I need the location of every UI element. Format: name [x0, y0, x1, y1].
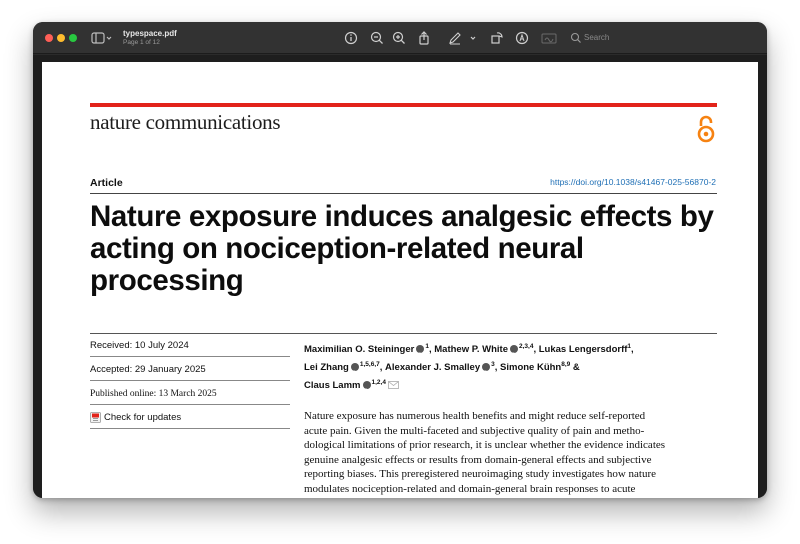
affiliation-sup: 3 [491, 361, 495, 368]
author-name: Maximilian O. Steininger [304, 344, 415, 355]
envelope-icon[interactable] [388, 379, 399, 387]
meta-rule [90, 333, 717, 334]
search-icon [570, 32, 582, 44]
pdf-viewer-window [33, 22, 767, 498]
share-icon[interactable] [416, 30, 432, 46]
pdf-page [42, 62, 758, 498]
orcid-icon[interactable] [351, 363, 359, 371]
check-for-updates-link[interactable] [90, 412, 181, 423]
affiliation-sup: 1,2,4 [371, 379, 386, 386]
header-rule [90, 103, 717, 107]
affiliation-sup: 1 [425, 343, 429, 350]
meta-divider [90, 428, 290, 429]
zoom-out-icon[interactable] [369, 30, 385, 46]
author-line [304, 339, 724, 357]
orcid-icon[interactable] [482, 363, 490, 371]
author-name: Lei Zhang [304, 362, 349, 373]
markup-icon[interactable] [447, 30, 463, 46]
annotate-icon[interactable] [514, 30, 530, 46]
author-separator: , [494, 362, 501, 373]
author-separator: , [533, 344, 539, 355]
info-icon[interactable] [343, 30, 359, 46]
author-list [304, 339, 724, 393]
author-line [304, 375, 724, 393]
author[interactable] [304, 380, 399, 391]
author-separator: , [428, 344, 435, 355]
meta-divider [90, 380, 290, 381]
affiliation-sup: 1 [627, 343, 632, 350]
author[interactable] [304, 344, 434, 355]
check-updates-icon [90, 412, 101, 423]
title-bar [33, 22, 767, 54]
abstract-line: Nature exposure has numerous health benefits and might reduce self-reported [304, 410, 646, 422]
check-updates-label: Check for updates [104, 412, 182, 423]
document-viewport[interactable] [33, 55, 767, 498]
author-separator: , [631, 344, 634, 355]
close-window-button[interactable] [45, 34, 53, 42]
maximize-window-button[interactable] [69, 34, 77, 42]
orcid-icon[interactable] [510, 345, 518, 353]
document-title: typespace.pdf [123, 29, 177, 38]
author-name: Lukas Lengersdorff [538, 344, 628, 355]
chevron-down-icon[interactable] [465, 30, 481, 46]
orcid-icon[interactable] [363, 381, 371, 389]
author[interactable] [500, 362, 580, 373]
search-field[interactable] [568, 31, 648, 45]
received-date: Received: 10 July 2024 [90, 340, 189, 351]
article-rule [90, 193, 717, 194]
author[interactable] [385, 362, 500, 373]
author-name: Mathew P. White [434, 344, 508, 355]
signature-icon[interactable] [541, 30, 557, 46]
affiliation-sup: 1,5,6,7 [359, 361, 380, 368]
abstract-line: reporting biases. This preregistered neuroimaging study investigates how nature [304, 468, 657, 480]
affiliation-sup: 2,3,4 [518, 343, 534, 350]
abstract-line: modulates nociception-related and domain-general brain responses to acute [304, 482, 636, 495]
page-indicator: Page 1 of 12 [123, 39, 160, 46]
abstract-line: dological limitations of prior research, it is unclear whether the evidence indicates [304, 439, 666, 451]
affiliation-sup: 8,9 [561, 361, 571, 368]
doi-link[interactable]: https://doi.org/10.1038/s41467-025-56870-2 [550, 177, 716, 187]
rotate-icon[interactable] [489, 30, 505, 46]
journal-name: nature communications [90, 110, 281, 134]
abstract-line: acute pain. Given the multi-faceted and subjective quality of pain and metho- [304, 424, 645, 437]
zoom-in-icon[interactable] [391, 30, 407, 46]
author[interactable] [539, 344, 634, 355]
meta-divider [90, 356, 290, 357]
minimize-window-button[interactable] [57, 34, 65, 42]
search-placeholder: Search [584, 33, 610, 42]
author-name: Claus Lamm [304, 380, 361, 391]
sidebar-toggle-icon[interactable] [91, 31, 115, 45]
author[interactable] [304, 362, 385, 373]
title-line: processing [90, 264, 244, 297]
paper-title [90, 201, 730, 297]
abstract [304, 409, 724, 496]
abstract-line: genuine analgesic effects or results from domain-general effects and subjective [304, 453, 652, 466]
article-type: Article [90, 177, 123, 189]
author[interactable] [434, 344, 538, 355]
meta-divider [90, 404, 290, 405]
title-line: Nature exposure induces analgesic effects by [90, 200, 714, 233]
published-date: Published online: 13 March 2025 [90, 389, 217, 399]
author-name: Simone Kühn [500, 362, 562, 373]
author-name: Alexander J. Smalley [385, 362, 481, 373]
title-line: acting on nociception-related neural [90, 232, 584, 265]
accepted-date: Accepted: 29 January 2025 [90, 364, 206, 375]
orcid-icon[interactable] [416, 345, 424, 353]
open-access-icon [696, 114, 716, 144]
author-separator: , [379, 362, 386, 373]
author-separator: & [570, 362, 580, 373]
